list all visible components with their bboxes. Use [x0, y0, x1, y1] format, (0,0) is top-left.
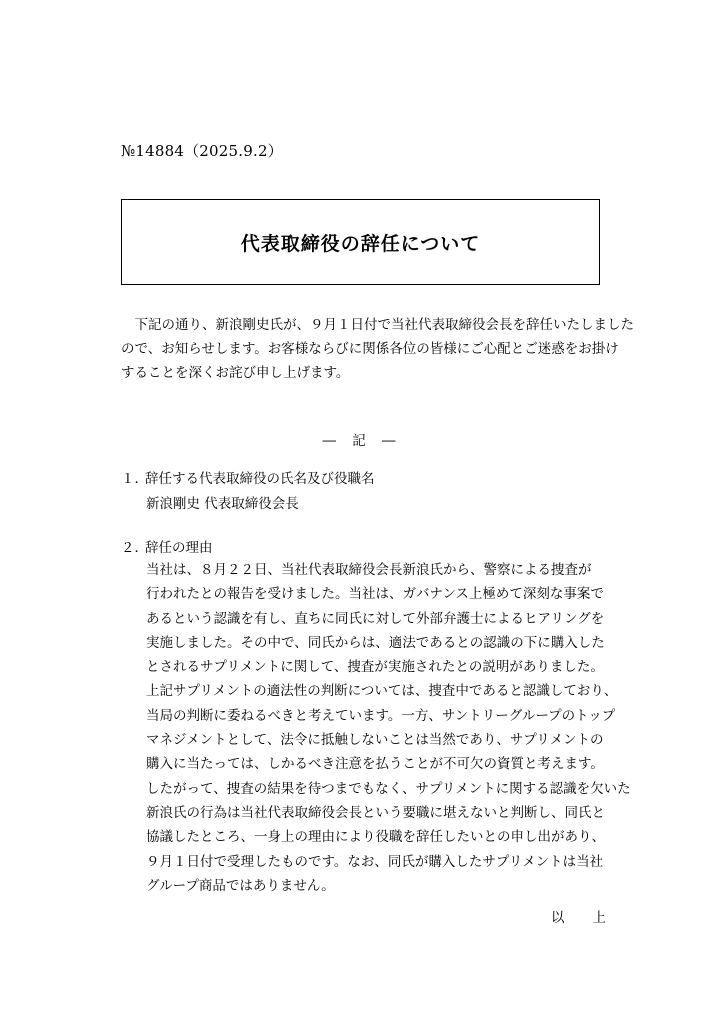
section-2-line: 協議したところ、一身上の理由により役職を辞任したいとの申し出があり、 [146, 829, 605, 846]
section-2-line: 行われたとの報告を受けました。当社は、ガバナンス上極めて深刻な事案で [146, 586, 604, 603]
intro-line: することを深くお詫び申し上げます。 [121, 365, 350, 381]
section-2-line: ９月１日付で受理したものです。なお、同氏が購入したサプリメントは当社 [146, 853, 604, 870]
section-2-line: 上記サプリメントの適法性の判断については、捜査中であると認識しており、 [146, 683, 618, 700]
section-1-title: 辞任する代表取締役の氏名及び役職名 [145, 471, 375, 487]
section-2-line: 当局の判断に委ねるべきと考えています。一方、サントリーグループのトップ [146, 707, 616, 724]
section-2-heading [121, 536, 213, 556]
ki-separator: ― 記 ― [322, 433, 402, 449]
section-1-heading [121, 467, 375, 487]
document-title: 代表取締役の辞任について [240, 232, 481, 255]
section-2-line: 当社は、８月２２日、当社代表取締役会長新浪氏から、警察による捜査が [146, 562, 592, 578]
section-2-line: グループ商品ではありません。 [146, 877, 335, 894]
section-2-title: 辞任の理由 [145, 540, 213, 556]
section-2-line: マネジメントとして、法令に抵触しないことは当然であり、サプリメントの [146, 732, 604, 749]
intro-line: 下記の通り、新浪剛史氏が、９月１日付で当社代表取締役会長を辞任いたしました [121, 317, 634, 333]
document-number: №14884（2025.9.2） [121, 142, 283, 160]
section-2-line: したがって、捜査の結果を待つまでもなく、サプリメントに関する認識を欠いた [146, 780, 631, 797]
section-2-line: あるという認識を有し、直ちに同氏に対して外部弁護士によるヒアリングを [146, 610, 605, 627]
section-2-line: 購入に当たっては、しかるべき注意を払うことが不可欠の資質と考えます。 [146, 756, 604, 773]
section-2-line: 新浪氏の行為は当社代表取締役会長という要職に堪えないと判断し、同氏と [146, 804, 605, 821]
intro-line: ので、お知らせします。お客様ならびに関係各位の皆様にご心配とご迷惑をお掛け [121, 341, 619, 357]
title-box [121, 199, 600, 285]
section-2-line: 実施しました。その中で、同氏からは、適法であるとの認識の下に購入した [146, 634, 605, 651]
section-2-number: ２． [121, 540, 148, 556]
section-2-body [146, 558, 631, 898]
section-1-body [146, 492, 299, 512]
section-1-number: １． [121, 471, 148, 487]
section-1-line: 新浪剛史 代表取締役会長 [146, 496, 299, 512]
closing-mark: 以上 [551, 910, 634, 926]
section-2-line: とされるサプリメントに関して、捜査が実施されたとの説明がありました。 [146, 659, 604, 676]
intro-paragraph [121, 313, 634, 385]
